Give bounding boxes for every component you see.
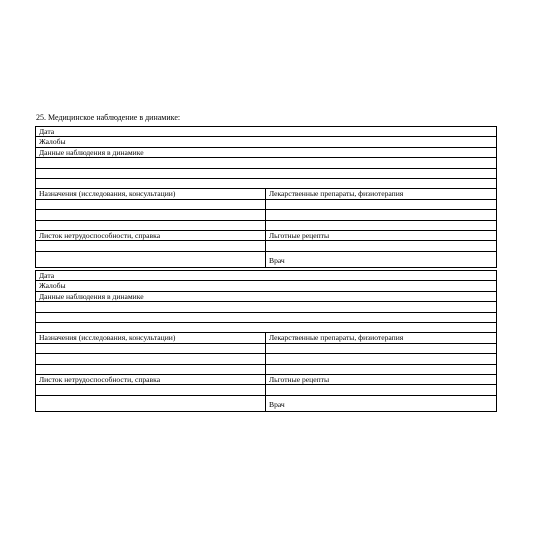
- row-empty[interactable]: [36, 302, 496, 312]
- row-prescriptions: [36, 189, 496, 199]
- row-empty-split[interactable]: [36, 344, 496, 354]
- row-empty[interactable]: [36, 179, 496, 189]
- row-date[interactable]: [36, 271, 496, 281]
- doctor-label: Врач: [269, 399, 285, 409]
- sick-leave-label: Листок нетрудоспособности, справка: [36, 375, 266, 384]
- row-complaints[interactable]: [36, 281, 496, 291]
- row-prescriptions: [36, 333, 496, 343]
- prescriptions-label: Назначения (исследования, консультации): [36, 333, 266, 342]
- observation-label: Данные наблюдения в динамике: [39, 147, 144, 157]
- medications-label: Лекарственные препараты, физиотерапия: [269, 333, 404, 343]
- date-label: Дата: [39, 127, 55, 136]
- preferential-recipes-label: Льготные рецепты: [269, 230, 330, 240]
- prescriptions-label: Назначения (исследования, консультации): [36, 189, 266, 198]
- section-title: 25. Медицинское наблюдение в динамике:: [36, 113, 181, 122]
- observation-label: Данные наблюдения в динамике: [39, 291, 144, 301]
- row-empty-split[interactable]: [36, 241, 496, 251]
- row-empty[interactable]: [36, 158, 496, 168]
- row-empty-split[interactable]: [36, 354, 496, 364]
- row-empty-split[interactable]: [36, 221, 496, 231]
- observation-block-2: [35, 270, 497, 412]
- row-doctor: [36, 396, 496, 411]
- row-sick-leave: [36, 375, 496, 385]
- row-empty-split[interactable]: [36, 210, 496, 220]
- row-empty-split[interactable]: [36, 365, 496, 375]
- medications-label: Лекарственные препараты, физиотерапия: [269, 189, 404, 199]
- doctor-label: Врач: [269, 255, 285, 265]
- preferential-recipes-label: Льготные рецепты: [269, 374, 330, 384]
- row-observation[interactable]: [36, 148, 496, 158]
- observation-block-1: [35, 126, 497, 268]
- complaints-label: Жалобы: [39, 281, 66, 291]
- row-observation[interactable]: [36, 292, 496, 302]
- row-date[interactable]: [36, 127, 496, 137]
- date-label: Дата: [39, 271, 55, 280]
- row-doctor: [36, 252, 496, 267]
- row-empty-split[interactable]: [36, 200, 496, 210]
- row-complaints[interactable]: [36, 137, 496, 147]
- row-sick-leave: [36, 231, 496, 241]
- row-empty[interactable]: [36, 169, 496, 179]
- row-empty-split[interactable]: [36, 385, 496, 395]
- row-empty[interactable]: [36, 313, 496, 323]
- row-empty[interactable]: [36, 323, 496, 333]
- complaints-label: Жалобы: [39, 137, 66, 147]
- sick-leave-label: Листок нетрудоспособности, справка: [36, 231, 266, 240]
